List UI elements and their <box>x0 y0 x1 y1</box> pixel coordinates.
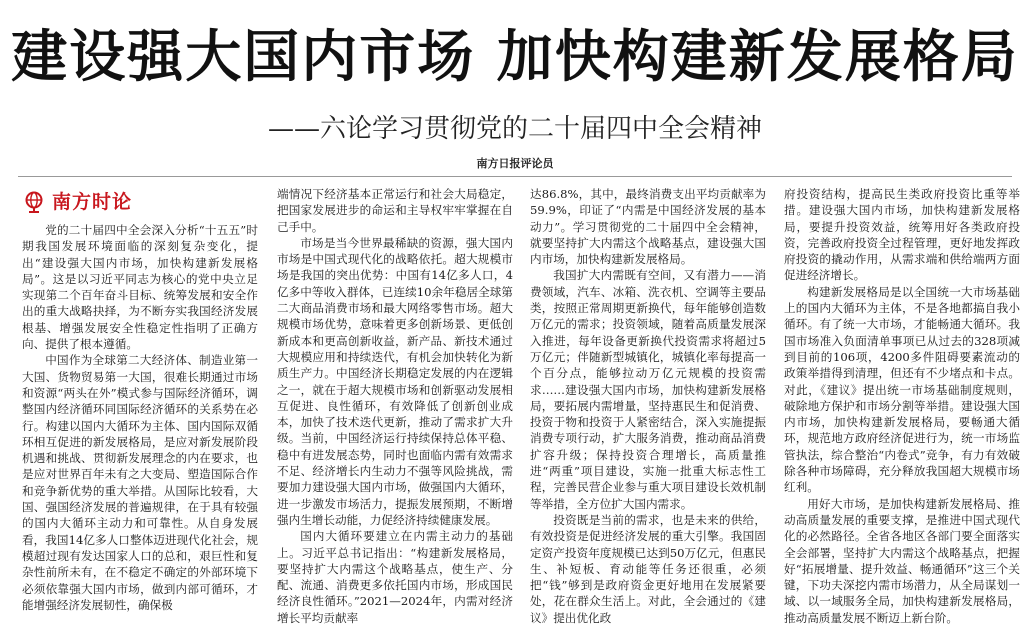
globe-pin-icon <box>22 190 46 214</box>
paragraph: 构建新发展格局是以全国统一大市场基础上的国内大循环为主体，不是各地都搞自我小循环。有了统一大市场，才能畅通大循环。我国市场准入负面清单事项已从过去的328项减到目前的106项，4200多件阻碍要素流动的政策举措得到清理，但还有不少堵点和卡点。对此，《建议》提出统一市场基础制度规则，破除地方保护和市场分割等举措。建设强大国内市场，加快构建新发展格局，要畅通大循环，规范地方政府经济促进行为，统一市场监管执法，综合整治“内卷式”竞争，有力有效破除各种市场障碍，充分释放我国超大规模市场红利。 <box>784 284 1020 495</box>
paragraph-continued: 达86.8%，其中，最终消费支出平均贡献率为59.9%，印证了“内需是中国经济发展的基本动力”。学习贯彻党的二十届四中全会精神，就要坚持扩大内需这个战略基点，建设强大国内市场，加快构建新发展格局。 <box>530 187 766 267</box>
article-byline: 南方日报评论员 <box>476 157 554 170</box>
column-brand-label: 南方时论 <box>52 190 133 213</box>
paragraph: 我国扩大内需既有空间，又有潜力——消费领域，汽车、冰箱、洗衣机、空调等主要品类，按照正常周期更新换代，每年能够创造数万亿元的需求；投资领域，随着高质量发展深入推进，每年设备更新换代投资需求将超过5万亿元；伴随新型城镇化，城镇化率每提高一个百分点，能够拉动万亿元规模的投资需求……建设强大国内市场，加快构建新发展格局，要拓展内需增量，坚持惠民生和促消费、投资于物和投资于人紧密结合，深入实施提振消费专项行动，扩大服务消费，推动商品消费扩容升级；保持投资合理增长，高质量推进“两重”项目建设，实施一批重大标志性工程，完善民营企业参与重大项目建设长效机制等举措，全方位扩大国内需求。 <box>530 268 766 511</box>
paragraph: 国内大循环要建立在内需主动力的基础上。习近平总书记指出：“构建新发展格局，要坚持扩大内需这个战略基点，使生产、分配、流通、消费更多依托国内市场，形成国民经济良性循环。”2021—2024年，内需对经济增长平均贡献率 <box>277 529 513 625</box>
column-brand <box>22 186 258 218</box>
text-column-4 <box>784 186 1020 625</box>
paragraph: 投资既是当前的需求，也是未来的供给，有效投资是促进经济发展的重大引擎。我国固定资产投资年度规模已达到50万亿元，但惠民生、补短板、育动能等任务还很重，必须把“钱”够到是政府资金更好地用在发展紧要处，花在群众生活上。对此，全会通过的《建议》提出优化政 <box>530 512 766 625</box>
text-column-3 <box>530 186 766 625</box>
paragraph-continued: 府投资结构，提高民生类政府投资比重等举措。建设强大国内市场，加快构建新发展格局，要提升投资效益，统筹用好各类政府投资，完善政府投资全过程管理，更好地发挥政府投资的撬动作用，从需求端和供给端两方面促进经济增长。 <box>784 187 1020 283</box>
paragraph: 用好大市场，是加快构建新发展格局、推动高质量发展的重要支撑，是推进中国式现代化的必然路径。全省各地区各部门要全面落实全会部署，坚持扩大内需这个战略基点，把握好“拓展增量、提升效益、畅通循环”这三个关键，下功夫深挖内需市场潜力，从全局谋划一域、以一域服务全局，加快构建新发展格局，推动高质量发展不断迈上新台阶。 <box>784 496 1020 625</box>
article-subhead: ——六论学习贯彻党的二十届四中全会精神 <box>267 114 762 144</box>
paragraph: 党的二十届四中全会深入分析“十五五”时期我国发展环境面临的深刻复杂变化，提出“建设强大国内市场，加快构建新发展格局”。这是以习近平同志为核心的党中央立足实现第二个百年奋斗目标、统筹发展和安全作出的重大战略抉择，为不断夯实我国经济发展根基、增强发展安全性稳定性指明了正确方向、提供了根本遵循。 <box>22 223 258 352</box>
paragraph-continued: 端情况下经济基本正常运行和社会大局稳定，把国家发展进步的命运和主导权牢牢掌握在自己手中。 <box>277 187 513 234</box>
paragraph: 中国作为全球第二大经济体、制造业第一大国、货物贸易第一大国，很难长期通过市场和资源“两头在外”模式参与国际经济循环，调整国内经济循环同国际经济循环的关系势在必行。构建以国内大循环为主体、国内国际双循环相互促进的新发展格局，是应对新发展阶段机遇和挑战、贯彻新发展理念的内在要求，也是应对世界百年未有之大变局、塑造国际合作和竞争新优势的重大举措。从国际比较看，大国、强国经济发展的普遍规律，在于具有较强的国内大循环主动力和可靠性。从自身发展看，我国14亿多人口整体迈进现代化社会，规模超过现有发达国家人口的总和，艰巨性和复杂性前所未有，在不稳定不确定的外部环境下必须依靠强大国内市场，做到内部可循环，才能增强经济发展韧性，确保极 <box>22 353 258 612</box>
paragraph: 市场是当今世界最稀缺的资源，强大国内市场是中国式现代化的战略依托。超大规模市场是我国的突出优势：中国有14亿多人口，4亿多中等收入群体，已连续10余年稳居全球第二大商品消费市场和最大网络零售市场。超大规模市场优势，意味着更多创新场景、更低创新成本和更高创新收益，新产品、新技术通过大规模应用和持续迭代，有机会加快转化为新质生产力。中国经济长期稳定发展的内在逻辑之一，就在于超大规模市场和创新驱动发展相互促进、良性循环，有效降低了创新创业成本，加快了技术迭代更新，推动了需求扩大升级。当前，中国经济运行持续保持总体平稳、稳中有进发展态势，同时也面临内需有效需求不足、经济增长内生动力不强等风险挑战，需要加力建设强大国内市场，做强国内大循环，进一步激发市场活力，提振发展预期，不断增强内生增长动能，力促经济持续健康发展。 <box>277 235 513 527</box>
article-headline: 建设强大国内市场 加快构建新发展格局 <box>11 25 1019 90</box>
header-divider <box>18 176 1012 177</box>
text-column-1 <box>22 186 258 614</box>
text-column-2 <box>277 186 513 625</box>
